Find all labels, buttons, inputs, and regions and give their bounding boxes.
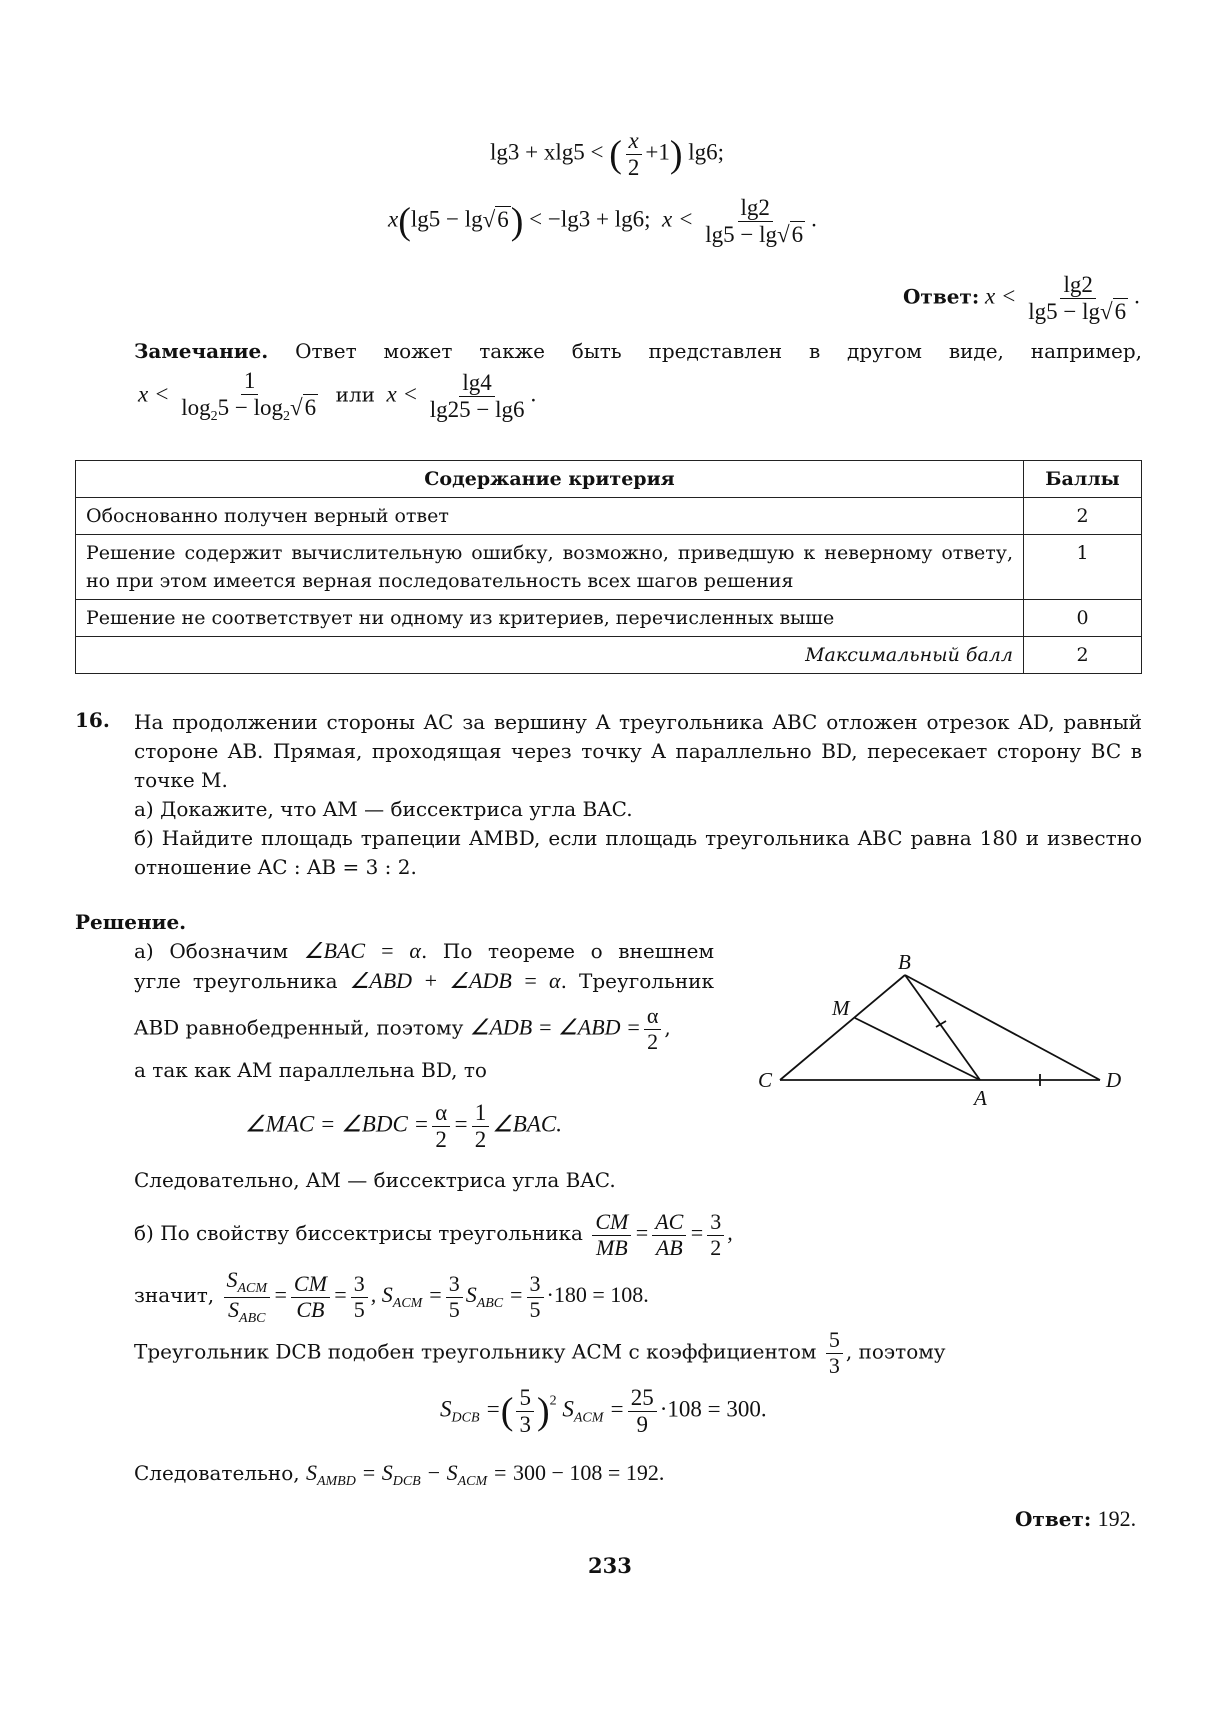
paren-open: ( [609,133,622,176]
eq1-plus: +1 [645,139,670,165]
solution-b-line-2: значит, $\frac{S_{ACM}}{S_{ABC}}$ = $\frac{CM}{CB}$ = $\frac{3}{5}$ , $S_{ACM}$ = $\frac{3}{5}$ $S_{ABC}$ = $\frac{3}{5}$ ·180 = 108. [134,1267,649,1326]
eq2-xlt: x < [662,206,694,232]
segment-cb [780,975,905,1080]
page-number: 233 [588,1553,632,1578]
solution-a-line-4: а так как AM параллельна BD, то [134,1058,487,1082]
label-d: D [1106,1068,1122,1092]
remark-text: Ответ может также быть представлен в другом виде, например, [295,339,1143,363]
max-score-value: 2 [1024,637,1142,674]
header-points: Баллы [1024,461,1142,498]
label-m: M [832,996,850,1020]
problem-text: На продолжении стороны AC за вершину A треугольника ABC отложен отрезок AD, равный стороне AB. Прямая, проходящая через точку A параллельно BD, пересекает сторону BC в точке M. [134,710,1142,792]
paren-open: ( [398,200,411,243]
table-row [76,600,1142,637]
equation-line-1 [490,128,724,181]
problem-part-b: б) Найдите площадь трапеции AMBD, если площадь треугольника ABC равна 180 и известно отношение AC : AB = 3 : 2. [134,826,1142,879]
conclusion-a: Следовательно, AM — биссектриса угла BAC. [134,1168,616,1192]
remark-frac-2: $\frac{\lg 4}{\lg 25 - \lg 6}$ [429,369,525,422]
eq2-frac: $\frac{\lg 2}{\lg 5 - \lg√6}$ [705,195,804,247]
paren-close: ) [510,200,524,243]
solution-a-line-3: ABD равнобедренный, поэтому ∠ADB = ∠ABD = $\frac{\alpha}{2}$ , [134,1003,671,1054]
eq2-factor: x [388,206,399,232]
table-header-row [76,461,1142,498]
eq1-left: lg3 + xlg5 < [490,139,604,165]
criterion-text: Решение содержит вычислительную ошибку, возможно, приведшую к неверному ответу, но при этом имеется верная последовательность всех шагов решения [76,535,1024,600]
answer-top: Ответ: x < $\frac{\lg 2}{\lg 5 - \lg√6}$ . [903,272,1140,324]
answer-label: Ответ: [903,284,980,309]
label-c: C [758,1068,773,1092]
answer-bottom-label: Ответ: [1015,1507,1092,1531]
table-row [76,535,1142,600]
equation-dcb: $S_{DCB}$ =( $\frac{5}{3}$ )$^2$ $S_{ACM}$ = $\frac{25}{9}$ ·108 = 300. [440,1385,767,1437]
problem-number: 16. [75,708,110,732]
solution-a-line-1: а) Обозначим ∠BAC = α. По теореме о внешнем [134,938,715,963]
remark-or: или [335,382,375,407]
segment-bd [905,975,1100,1080]
remark-label: Замечание. [134,339,269,363]
segment-ma [855,1018,980,1080]
eq2-mid: < −lg3 + lg6; [529,206,651,232]
answer-xlt: x < [984,283,1017,309]
criterion-points: 2 [1024,498,1142,535]
remark-frac-1: $\frac{1}{\log_25 - \log_2√6}$ [181,368,317,424]
answer-bottom [1015,1506,1136,1532]
table-row [76,498,1142,535]
criterion-points: 0 [1024,600,1142,637]
final-line: Следовательно, $S_{AMBD} = S_{DCB} - S_{ACM} = 300 - 108 = 192$. [134,1460,665,1489]
criterion-text: Обоснованно получен верный ответ [76,498,1024,535]
paren-close: ) [669,133,683,176]
eq2-paren-left: lg5 − lg [410,206,483,232]
solution-heading: Решение. [75,910,187,934]
table-row [76,637,1142,674]
criterion-text: Решение не соответствует ни одному из критериев, перечисленных выше [76,600,1024,637]
similar-line: Треугольник DCB подобен треугольнику ACM с коэффициентом $\frac{5}{3}$ , поэтому [134,1327,946,1378]
sqrt-symbol: √6 [482,206,509,232]
label-a: A [974,1086,987,1105]
answer-frac: $\frac{\lg 2}{\lg 5 - \lg√6}$ [1028,272,1127,324]
criterion-points: 1 [1024,535,1142,600]
remark [134,337,1142,366]
remark-formulas: x < $\frac{1}{\log_25 - \log_2√6}$ или x < $\frac{\lg 4}{\lg 25 - \lg 6}$ . [138,368,537,424]
header-criterion: Содержание критерия [76,461,1024,498]
label-b: B [898,950,911,974]
eq1-right: lg6; [688,139,725,165]
triangle-figure [740,945,1130,1105]
equation-line-2: x(lg5 − lg√6) < −lg3 + lg6; x < $\frac{\lg 2}{\lg 5 - \lg√6}$ . [388,195,817,247]
answer-bottom-value: 192. [1097,1506,1137,1531]
eq1-frac: $\frac{x}{2}$ [625,128,643,181]
criteria-table [75,460,1142,674]
equation-mac: ∠MAC = ∠BDC = $\frac{\alpha}{2}$ = $\frac{1}{2}$ ∠BAC. [245,1100,562,1152]
max-score-label: Максимальный балл [76,637,1024,674]
solution-a-line-2: угле треугольника ∠ABD + ∠ADB = α. Треугольник [134,968,715,993]
problem-part-a: а) Докажите, что AM — биссектриса угла BAC. [134,797,633,821]
solution-b-line-1: б) По свойству биссектрисы треугольника $\frac{CM}{MB}$ = $\frac{AC}{AB}$ = $\frac{3}{2}$ , [134,1209,733,1260]
segment-ba [905,975,980,1080]
